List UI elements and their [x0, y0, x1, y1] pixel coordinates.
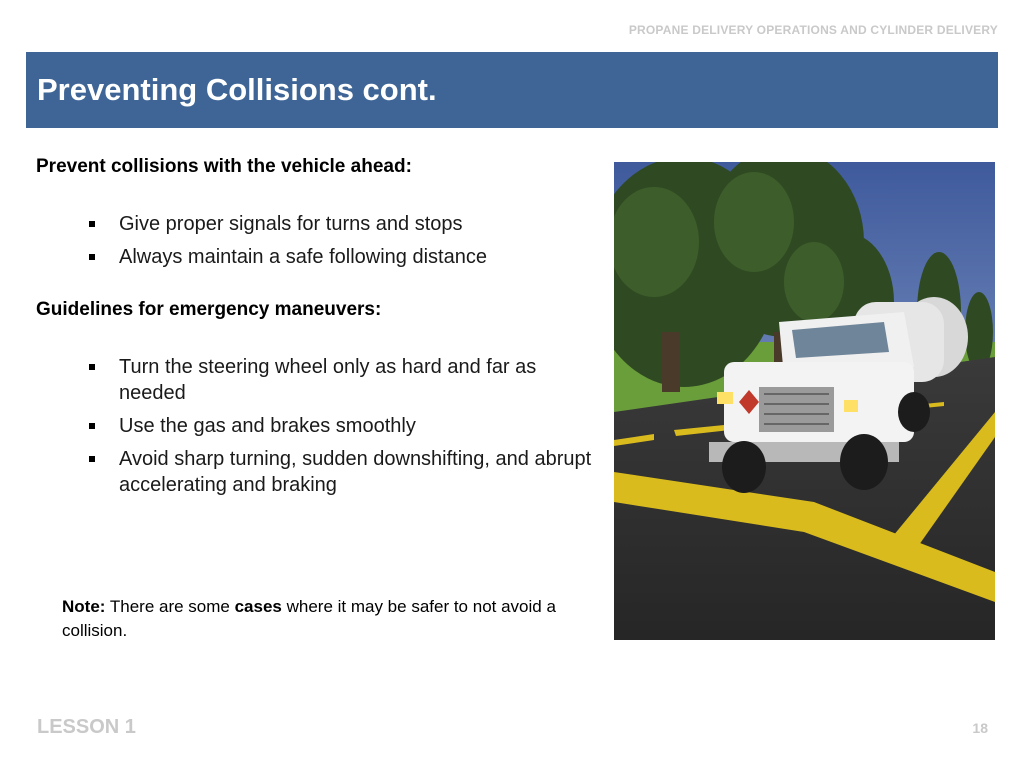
- section1-heading: Prevent collisions with the vehicle ahead:: [36, 156, 412, 177]
- list-item: Use the gas and brakes smoothly: [36, 413, 596, 439]
- section1-list: [36, 211, 596, 270]
- slide-title: Preventing Collisions cont.: [37, 72, 437, 107]
- course-title: PROPANE DELIVERY OPERATIONS AND CYLINDER DELIVERY: [628, 23, 998, 37]
- footer-lesson: LESSON 1: [37, 716, 136, 738]
- list-item: Turn the steering wheel only as hard and far as needed: [36, 354, 596, 406]
- page-number: 18: [972, 720, 988, 736]
- list-item: Avoid sharp turning, sudden downshifting, and abrupt accelerating and braking: [36, 446, 596, 498]
- bullet-square-icon: [89, 221, 95, 227]
- bullet-square-icon: [89, 254, 95, 260]
- list-item: Give proper signals for turns and stops: [36, 211, 596, 237]
- list-item: Always maintain a safe following distance: [36, 244, 596, 270]
- propane-truck-image: [614, 162, 995, 640]
- bullet-square-icon: [89, 364, 95, 370]
- section2-heading: Guidelines for emergency maneuvers:: [36, 299, 382, 320]
- bullet-square-icon: [89, 456, 95, 462]
- section2-list: [36, 354, 596, 498]
- note-box: Note: There are some cases where it may be safer to not avoid a collision.: [62, 597, 556, 640]
- slide-content: [36, 156, 596, 498]
- title-bar: [26, 52, 998, 128]
- note-emphasis: cases: [234, 597, 282, 616]
- note-label: Note:: [62, 597, 106, 616]
- bullet-square-icon: [89, 423, 95, 429]
